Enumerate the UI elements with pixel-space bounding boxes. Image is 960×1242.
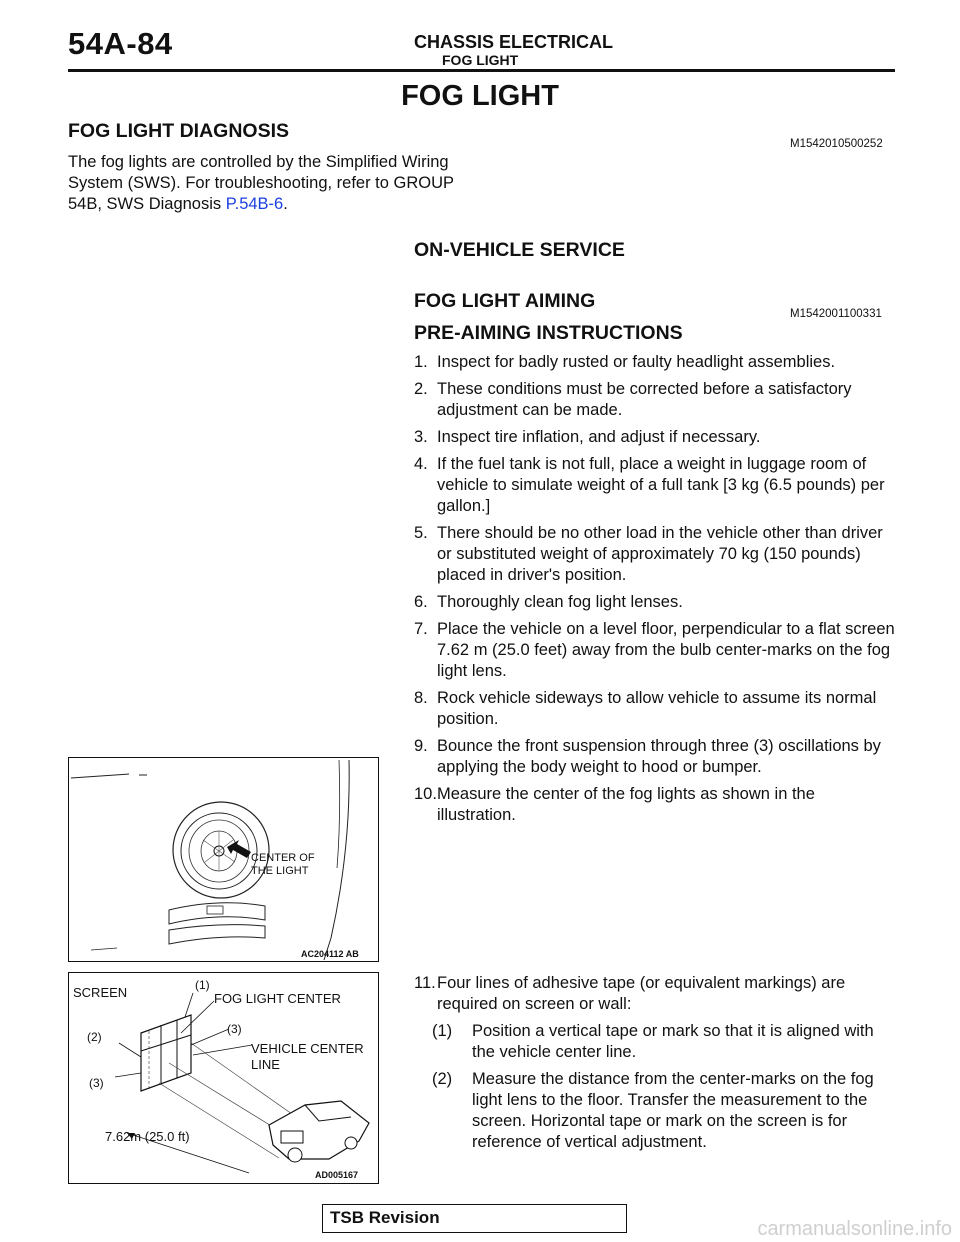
service-heading: ON-VEHICLE SERVICE — [414, 239, 625, 261]
diagnosis-line-text: 54B, SWS Diagnosis — [68, 195, 226, 213]
subsection-title: FOG LIGHT — [442, 52, 519, 68]
screen-label: SCREEN — [73, 985, 128, 1000]
list-item — [414, 379, 898, 421]
step-text: Measure the center of the fog lights as shown in the illustration. — [437, 785, 815, 824]
step-number: 9. — [414, 737, 428, 755]
diagnosis-line: The fog lights are controlled by the Simplified Wiring — [68, 153, 449, 171]
vehicle-center-label-2: LINE — [251, 1057, 280, 1072]
watermark: carmanualsonline.info — [757, 1218, 952, 1240]
diagnosis-line: System (SWS). For troubleshooting, refer to GROUP — [68, 174, 455, 192]
step-text: If the fuel tank is not full, place a weight in luggage room of vehicle to simulate weight of a full tank [3 kg (6.5 pounds) per gallon.] — [437, 455, 885, 515]
figure-fog-light-center — [68, 757, 379, 962]
list-item — [414, 454, 898, 517]
figure-code: AC204112 AB — [301, 949, 359, 959]
callout-3-top: (3) — [227, 1022, 242, 1036]
distance-label: 7.62m (25.0 ft) — [105, 1129, 190, 1144]
pre-aiming-heading: PRE-AIMING INSTRUCTIONS — [414, 322, 683, 344]
page-title: FOG LIGHT — [401, 80, 559, 112]
center-label-line2: THE LIGHT — [251, 865, 309, 877]
step-text: There should be no other load in the vehicle other than driver or substituted weight of approximately 70 kg (150 pounds) placed in driver's position. — [437, 524, 883, 584]
step-text: Four lines of adhesive tape (or equivalent markings) are required on screen or wall: — [437, 974, 846, 1013]
reference-link[interactable]: P.54B-6 — [225, 195, 284, 213]
list-item — [414, 736, 898, 778]
step-text: Inspect for badly rusted or faulty headlight assemblies. — [437, 353, 836, 371]
center-label-line1: CENTER OF — [251, 852, 315, 864]
callout-1: (1) — [195, 978, 210, 992]
step-number: 8. — [414, 689, 428, 707]
list-item — [414, 784, 898, 826]
sub-steps — [414, 1021, 898, 1153]
fog-light-illustration — [69, 758, 378, 961]
diagnosis-line — [68, 194, 488, 215]
aiming-heading: FOG LIGHT AIMING — [414, 290, 596, 312]
fog-light-center-label: FOG LIGHT CENTER — [214, 991, 341, 1006]
step-text: Bounce the front suspension through three (3) oscillations by applying the body weight to hood or bumper. — [437, 737, 881, 776]
diagnosis-heading: FOG LIGHT DIAGNOSIS — [68, 120, 290, 142]
sub-step-number: (1) — [432, 1022, 453, 1040]
list-item — [432, 1069, 898, 1153]
vehicle-center-label-1: VEHICLE CENTER — [251, 1041, 364, 1056]
list-item — [414, 592, 898, 613]
sub-step-text: Position a vertical tape or mark so that it is aligned with the vehicle center line. — [472, 1022, 874, 1061]
callout-2: (2) — [87, 1030, 102, 1044]
step-number: 3. — [414, 428, 428, 446]
step-text: Rock vehicle sideways to allow vehicle to assume its normal position. — [437, 689, 877, 728]
list-item — [432, 1021, 898, 1063]
step-number: 5. — [414, 524, 428, 542]
tsb-revision-label: TSB Revision — [330, 1208, 440, 1227]
sub-step-number: (2) — [432, 1070, 453, 1088]
step-text: These conditions must be corrected before a satisfactory adjustment can be made. — [437, 380, 852, 419]
step-number: 4. — [414, 455, 428, 473]
step-text: Place the vehicle on a level floor, perpendicular to a flat screen 7.62 m (25.0 feet) away from the bulb center-marks on the fog light lens. — [437, 620, 895, 680]
period: . — [283, 195, 288, 213]
list-item — [414, 688, 898, 730]
aiming-code: M1542001100331 — [790, 308, 882, 320]
list-item — [414, 352, 898, 373]
list-item — [414, 619, 898, 682]
diagnosis-code: M1542010500252 — [790, 138, 883, 150]
callout-3-bottom: (3) — [89, 1076, 104, 1090]
pre-aiming-steps — [414, 352, 898, 832]
list-item — [414, 523, 898, 586]
step-number: 11. — [414, 974, 436, 992]
step-text: Inspect tire inflation, and adjust if necessary. — [437, 428, 761, 446]
step-11 — [414, 973, 898, 1159]
section-title: CHASSIS ELECTRICAL — [414, 32, 614, 52]
list-item — [414, 427, 898, 448]
sub-step-text: Measure the distance from the center-marks on the fog light lens to the floor. Transfer the measurement to the screen. Horizontal tape or mark on the screen is for reference of vertical adjustment. — [472, 1070, 874, 1151]
header-divider — [68, 69, 895, 72]
list-item — [414, 973, 898, 1015]
aiming-screen-illustration — [69, 973, 378, 1183]
step-number: 1. — [414, 353, 428, 371]
diagnosis-text — [68, 152, 488, 215]
step-text: Thoroughly clean fog light lenses. — [437, 593, 683, 611]
figure-code: AD005167 — [315, 1170, 359, 1180]
step-number: 2. — [414, 380, 428, 398]
step-number: 7. — [414, 620, 428, 638]
page-number: 54A-84 — [68, 26, 173, 61]
figure-aiming-screen — [68, 972, 379, 1184]
step-number: 6. — [414, 593, 428, 611]
step-number: 10. — [414, 785, 437, 803]
